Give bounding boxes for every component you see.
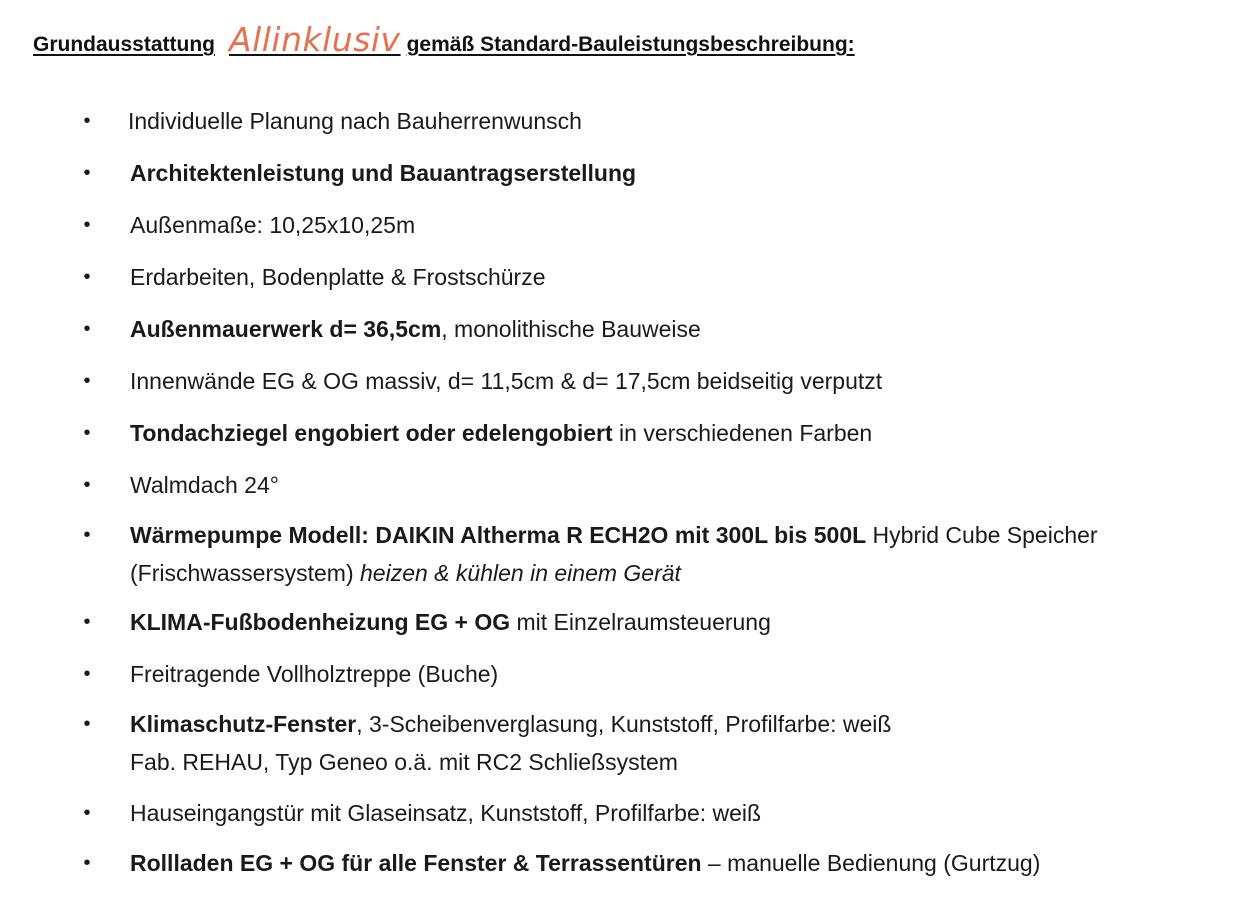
list-item-text: (Frischwassersystem) bbox=[130, 560, 361, 586]
list-item-line bbox=[130, 363, 882, 400]
bullet-icon: • bbox=[83, 266, 91, 288]
list-item-text: KLIMA-Fußbodenheizung EG + OG bbox=[130, 609, 511, 635]
list-item-line bbox=[130, 845, 1040, 882]
bullet-icon: • bbox=[83, 802, 91, 824]
list-item-text: mit Einzelraumsteuerung bbox=[510, 609, 771, 635]
list-item-line bbox=[130, 207, 415, 244]
heading-suffix: gemäß Standard-Bauleistungsbeschreibung: bbox=[406, 33, 855, 56]
list-item-line bbox=[130, 744, 678, 781]
list-item-line bbox=[130, 604, 771, 641]
list-item-text: heizen & kühlen in einem Gerät bbox=[360, 560, 681, 586]
list-item-line bbox=[130, 706, 891, 743]
list-item-line bbox=[130, 259, 546, 296]
bullet-icon: • bbox=[83, 524, 91, 546]
list-item-line bbox=[130, 155, 636, 192]
section-heading bbox=[33, 20, 855, 59]
list-item-text: Klimaschutz-Fenster bbox=[130, 711, 357, 737]
list-item-text: Außenmaße: 10,25x10,25m bbox=[130, 212, 416, 238]
bullet-icon: • bbox=[83, 663, 91, 685]
list-item-line bbox=[130, 311, 701, 348]
list-item-text: Innenwände EG & OG massiv, d= 11,5cm & d= 17,5cm beidseitig verputzt bbox=[130, 368, 883, 394]
list-item-text: in verschiedenen Farben bbox=[612, 420, 873, 446]
list-item-line bbox=[128, 103, 582, 140]
list-item-text: Architektenleistung und Bauantragserstellung bbox=[130, 160, 637, 186]
bullet-icon: • bbox=[83, 318, 91, 340]
list-item-line bbox=[130, 555, 681, 592]
bullet-icon: • bbox=[83, 162, 91, 184]
list-item-line bbox=[130, 415, 872, 452]
list-item-text: , 3-Scheibenverglasung, Kunststoff, Profilfarbe: weiß bbox=[356, 711, 892, 737]
list-item-text: Außenmauerwerk d= 36,5cm bbox=[130, 316, 442, 342]
list-item-text: Hauseingangstür mit Glaseinsatz, Kunststoff, Profilfarbe: weiß bbox=[130, 800, 762, 826]
bullet-icon: • bbox=[83, 214, 91, 236]
list-item-line bbox=[130, 656, 498, 693]
list-item-line bbox=[130, 517, 1098, 554]
list-item-text: Freitragende Vollholztreppe (Buche) bbox=[130, 661, 499, 687]
list-item-text: Walmdach 24° bbox=[130, 472, 279, 498]
list-item-text: , monolithische Bauweise bbox=[441, 316, 701, 342]
list-item-text: Fab. REHAU, Typ Geneo o.ä. mit RC2 Schließsystem bbox=[130, 749, 678, 775]
list-item-text: Individuelle Planung nach Bauherrenwunsch bbox=[128, 108, 582, 134]
bullet-icon: • bbox=[83, 110, 91, 132]
list-item-text: Tondachziegel engobiert oder edelengobiert bbox=[130, 420, 613, 446]
list-item-text: – manuelle Bedienung (Gurtzug) bbox=[701, 850, 1041, 876]
list-item-text: Hybrid Cube Speicher bbox=[866, 522, 1098, 548]
heading-accent-word: Allinklusiv bbox=[229, 20, 401, 59]
bullet-icon: • bbox=[83, 713, 91, 735]
list-item-text: Erdarbeiten, Bodenplatte & Frostschürze bbox=[130, 264, 546, 290]
list-item-line bbox=[130, 467, 279, 504]
list-item-text: Wärmepumpe Modell: DAIKIN Altherma R ECH2O mit 300L bis 500L bbox=[130, 522, 867, 548]
bullet-icon: • bbox=[83, 370, 91, 392]
list-item-line bbox=[130, 795, 761, 832]
heading-prefix: Grundausstattung bbox=[33, 33, 215, 56]
bullet-icon: • bbox=[83, 474, 91, 496]
list-item-text: Rollladen EG + OG für alle Fenster & Terrassentüren bbox=[130, 850, 702, 876]
bullet-icon: • bbox=[83, 422, 91, 444]
bullet-icon: • bbox=[83, 611, 91, 633]
bullet-icon: • bbox=[83, 852, 91, 874]
